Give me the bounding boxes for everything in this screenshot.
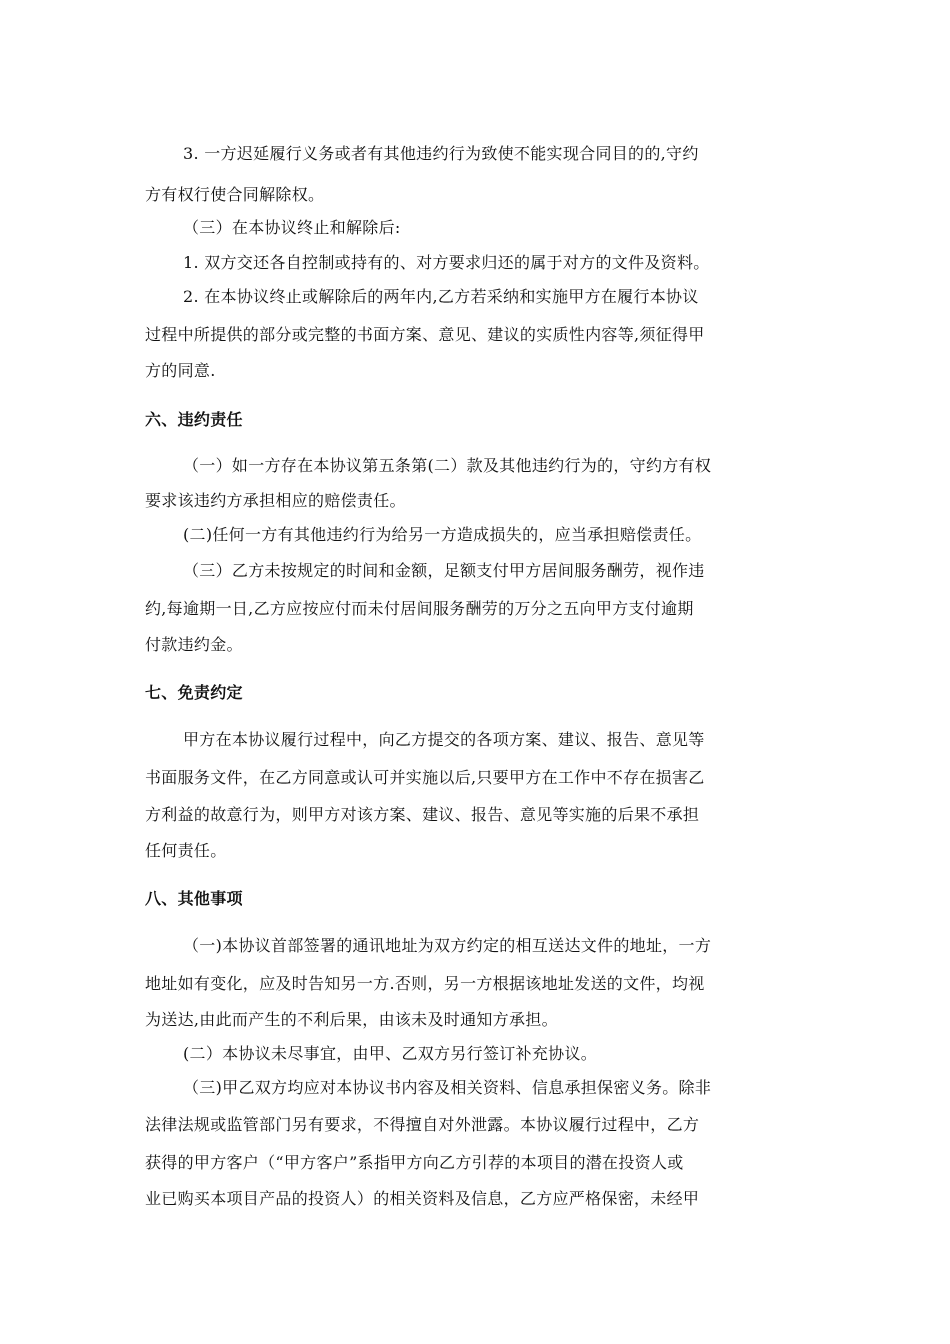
clause-8-1-line-2: 地址如有变化，应及时告知另一方.否则，另一方根据该地址发送的文件，均视 — [145, 974, 705, 993]
section-8-heading: 八、其他事项 — [145, 889, 243, 908]
section-7-line-1: 甲方在本协议履行过程中，向乙方提交的各项方案、建议、报告、意见等 — [183, 730, 705, 749]
clause-8-1-line-1: （一)本协议首部签署的通讯地址为双方约定的相互送达文件的地址，一方 — [183, 936, 712, 955]
section-6-heading: 六、违约责任 — [145, 410, 243, 429]
clause-5-3-2-line-1: 2. 在本协议终止或解除后的两年内,乙方若采纳和实施甲方在履行本协议 — [183, 287, 699, 306]
clause-8-1-line-3: 为送达,由此而产生的不利后果，由该未及时通知方承担。 — [145, 1010, 558, 1029]
section-7-line-2: 书面服务文件，在乙方同意或认可并实施以后,只要甲方在工作中不存在损害乙 — [145, 768, 705, 787]
clause-5-2-3-line-1: 3. 一方迟延履行义务或者有其他违约行为致使不能实现合同目的的,守约 — [183, 144, 699, 163]
clause-5-3-2-line-2: 过程中所提供的部分或完整的书面方案、意见、建议的实质性内容等,须征得甲 — [145, 325, 705, 344]
clause-5-3-2-line-3: 方的同意. — [145, 361, 216, 380]
clause-8-2: (二）本协议未尽事宜，由甲、乙双方另行签订补充协议。 — [183, 1044, 598, 1063]
clause-6-1-line-2: 要求该违约方承担相应的赔偿责任。 — [145, 491, 406, 510]
clause-6-3-line-2: 约,每逾期一日,乙方应按应付而未付居间服务酬劳的万分之五向甲方支付逾期 — [145, 599, 694, 618]
section-7-line-3: 方利益的故意行为，则甲方对该方案、建议、报告、意见等实施的后果不承担 — [145, 805, 700, 824]
clause-6-1-line-1: （一）如一方存在本协议第五条第(二）款及其他违约行为的，守约方有权 — [183, 456, 712, 475]
clause-5-2-3-line-2: 方有权行使合同解除权。 — [145, 185, 325, 204]
clause-8-3-line-4: 业已购买本项目产品的投资人）的相关资料及信息，乙方应严格保密，未经甲 — [145, 1189, 700, 1208]
clause-8-3-line-1: （三)甲乙双方均应对本协议书内容及相关资料、信息承担保密义务。除非 — [183, 1078, 712, 1097]
clause-8-3-line-3: 获得的甲方客户（“甲方客户”系指甲方向乙方引荐的本项目的潜在投资人或 — [145, 1153, 684, 1172]
section-7-line-4: 任何责任。 — [145, 841, 227, 860]
clause-6-3-line-1: （三）乙方未按规定的时间和金额，足额支付甲方居间服务酬劳，视作违 — [183, 561, 705, 580]
section-7-heading: 七、免责约定 — [145, 683, 243, 702]
clause-5-3-title: （三）在本协议终止和解除后: — [183, 218, 401, 237]
clause-6-2: (二)任何一方有其他违约行为给另一方造成损失的，应当承担赔偿责任。 — [183, 525, 702, 544]
clause-6-3-line-3: 付款违约金。 — [145, 635, 243, 654]
clause-8-3-line-2: 法律法规或监管部门另有要求，不得擅自对外泄露。本协议履行过程中，乙方 — [145, 1115, 700, 1134]
clause-5-3-1: 1. 双方交还各自控制或持有的、对方要求归还的属于对方的文件及资料。 — [183, 253, 710, 272]
